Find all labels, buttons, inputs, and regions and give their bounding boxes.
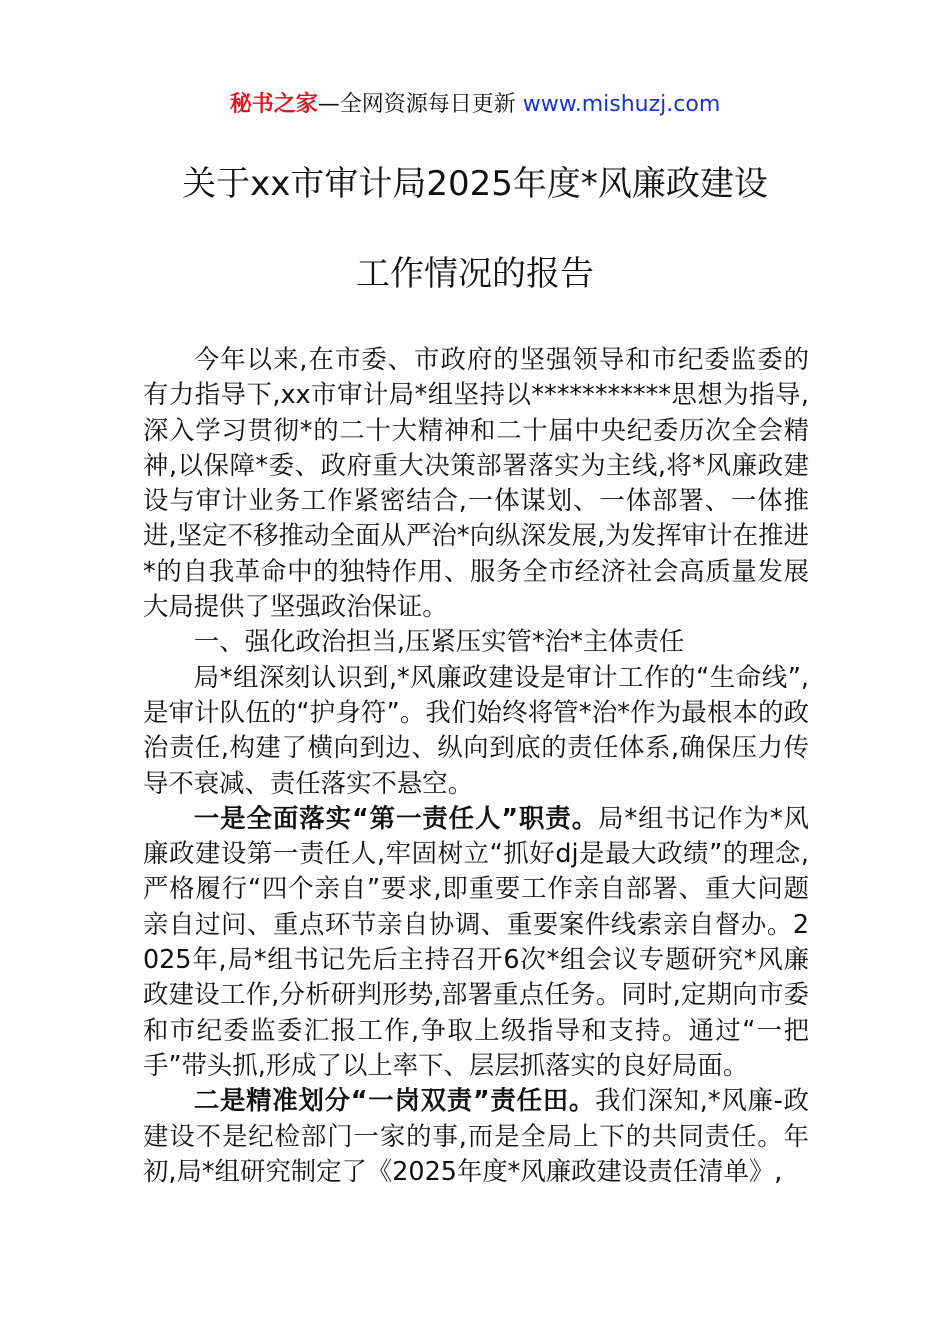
document-body (143, 342, 809, 1189)
watermark-url[interactable]: www.mishuzj.com (522, 92, 721, 117)
point-1-paragraph (143, 801, 809, 1083)
point-2-text: 我们深知,*风廉-政建设不是纪检部门一家的事,而是全局上下的共同责任。年初,局*组研究制定了《2025年度*风廉政建设责任清单》, (143, 1085, 810, 1186)
section-1-heading: 一、强化政治担当,压紧压实管*治*主体责任 (193, 626, 685, 657)
point-2-lead: 二是精准划分“一岗双责”责任田。 (193, 1085, 596, 1116)
point-2-paragraph (143, 1083, 809, 1189)
watermark-tagline: —全网资源每日更新 (317, 92, 523, 117)
point-1-text: 局*组书记作为*风廉政建设第一责任人,牢固树立“抓好dj是最大政绩”的理念,严格履行“四个亲自”要求,即重要工作亲自部署、重大问题亲自过问、重点环节亲自协调、重要案件线索亲自督办。2025年,局*组书记先后主持召开6次*组会议专题研究*风廉政建设工作,分析研判形势,部署重点任务。同时,定期向市委和市纪委监委汇报工作,争取上级指导和支持。通过“一把手”带头抓,形成了以上率下、层层抓落实的良好局面。 (143, 802, 810, 1080)
intro-paragraph: 今年以来,在市委、市政府的坚强领导和市纪委监委的有力指导下,xx市审计局*组坚持以***********思想为指导,深入学习贯彻*的二十大精神和二十届中央纪委历次全会精神,以保障*委、政府重大决策部署落实为主线,将*风廉政建设与审计业务工作紧密结合,一体谋划、一体部署、一体推进,坚定不移推动全面从严治*向纵深发展,为发挥审计在推进*的自我革命中的独特作用、服务全市经济社会高质量发展大局提供了坚强政治保证。 (143, 344, 809, 622)
document-title-line-1: 关于xx市审计局2025年度*风廉政建设 (182, 164, 768, 204)
document-title-line-2: 工作情况的报告 (356, 254, 594, 294)
section-1-intro-paragraph: 局*组深刻认识到,*风廉政建设是审计工作的“生命线”,是审计队伍的“护身符”。我们始终将管*治*作为最根本的政治责任,构建了横向到边、纵向到底的责任体系,确保压力传导不衰减、责任落实不悬空。 (143, 661, 809, 798)
watermark-brand: 秘书之家 (229, 92, 318, 117)
site-watermark (0, 88, 950, 122)
point-1-lead: 一是全面落实“第一责任人”职责。 (193, 802, 599, 833)
